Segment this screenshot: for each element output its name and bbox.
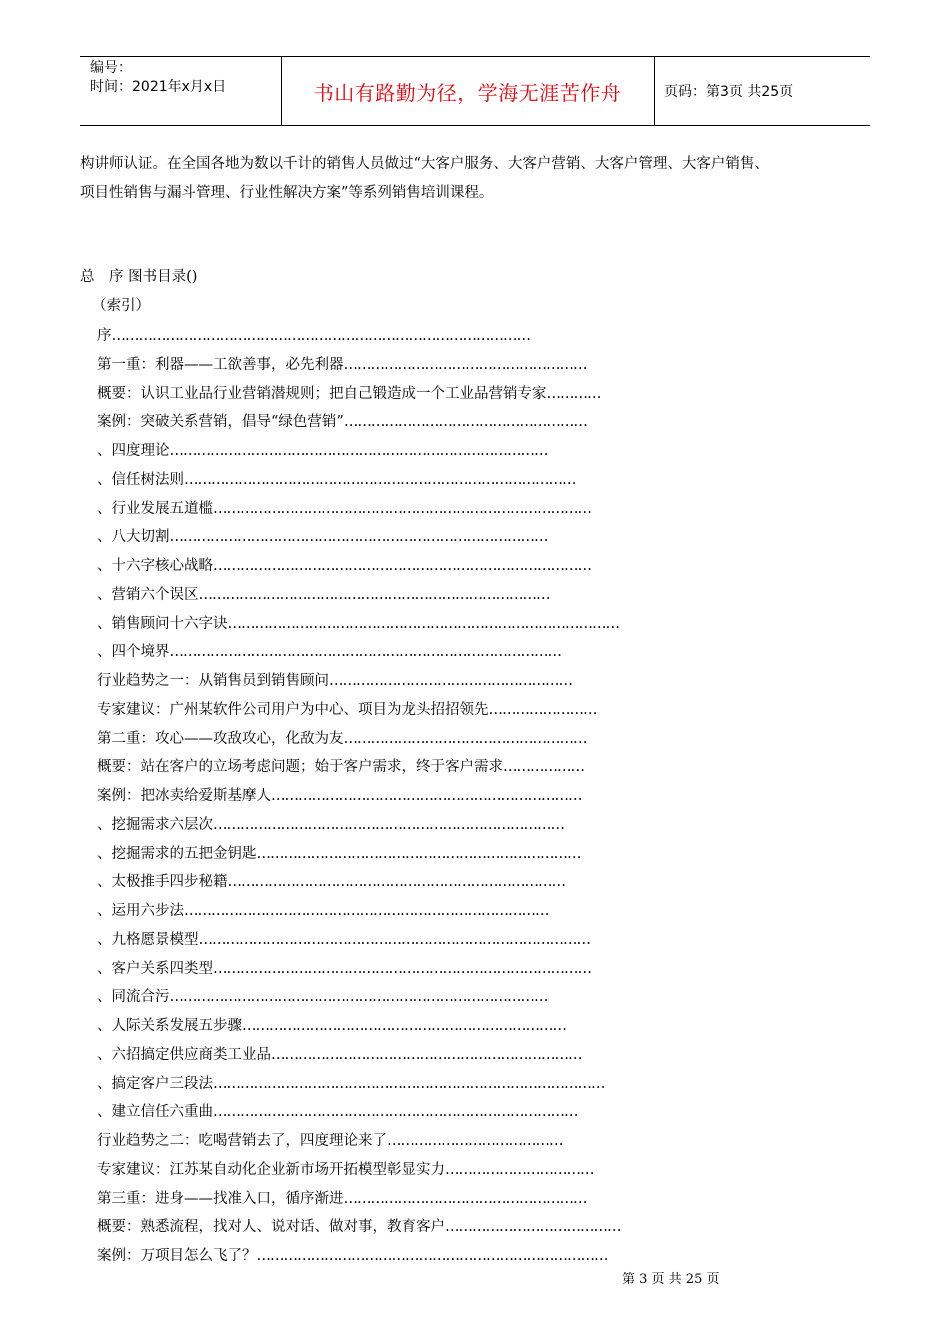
toc-entry-text: 、搞定客户三段法	[97, 1075, 213, 1092]
toc-entry	[97, 868, 621, 897]
toc-entry-leader: ……………………………………………………………………………	[227, 615, 619, 632]
toc-entry-text: 概要：熟悉流程，找对人、说对话、做对事，教育客户	[97, 1219, 445, 1236]
toc-entry-text: 、四个境界	[97, 644, 170, 661]
toc-entry	[97, 1127, 621, 1156]
toc-entry-text: 第二重：攻心——攻敌攻心，化敌为友	[97, 730, 344, 747]
toc-entry	[97, 638, 621, 667]
header-meta	[90, 59, 280, 97]
toc-entry	[97, 581, 621, 610]
intro-line: 构讲师认证。在全国各地为数以千计的销售人员做过“大客户服务、大客户营销、大客户管理、大客户销售、	[80, 156, 769, 172]
toc-entry-leader: ………………………………………………………………………	[213, 1104, 578, 1121]
toc-entry	[97, 1156, 621, 1185]
toc-entry-text: 、十六字核心战略	[97, 558, 213, 574]
page-footer: 第 3 页 共 25 页	[622, 1272, 720, 1287]
toc-subtitle: （索引）	[92, 298, 150, 314]
toc-entry-text: 案例：突破关系营销，倡导“绿色营销”	[97, 414, 344, 431]
toc-entry	[97, 1012, 621, 1041]
toc-entry-leader: ……………………………………………………………………	[213, 816, 564, 833]
header-page-info: 页码：第3页 共25页	[664, 84, 794, 100]
header-motto: 书山有路勤为径，学海无涯苦作舟	[313, 80, 622, 105]
toc-entry	[97, 696, 621, 725]
toc-entry-leader: ………………………………………………………………	[256, 845, 581, 862]
toc-entry-leader: ……………………………	[445, 1161, 594, 1178]
toc-entry	[97, 351, 621, 380]
toc-entry	[97, 408, 621, 437]
intro-paragraph	[80, 150, 880, 208]
table-of-contents	[97, 322, 621, 1271]
toc-entry-text: 第一重：利器——工欲善事，必先利器	[97, 356, 344, 373]
toc-entry-leader: …………………………………………………………………………	[169, 989, 548, 1006]
toc-title: 总 序 图书目录()	[80, 269, 198, 285]
toc-entry	[97, 495, 621, 524]
toc-entry	[97, 322, 621, 351]
toc-entry	[97, 782, 621, 811]
toc-entry-text: 行业趋势之一：从销售员到销售顾问	[97, 673, 329, 689]
toc-entry-text: 第三重：进身——找准入口，循序渐进	[97, 1190, 344, 1207]
toc-entry	[97, 840, 621, 869]
toc-entry-leader: …………………………………………………………………………	[213, 558, 591, 574]
toc-entry-text: 、六招搞定供应商类工业品	[97, 1046, 271, 1063]
toc-entry	[97, 811, 621, 840]
toc-entry-text: 、同流合污	[97, 989, 170, 1006]
toc-entry-leader: …………………………………………………………………	[227, 874, 565, 891]
toc-entry-leader: ………………	[503, 759, 584, 776]
toc-entry-text: 、销售顾问十六字诀	[97, 615, 228, 632]
toc-entry-text: 、八大切割	[97, 529, 170, 546]
toc-entry-leader: ……………………………………………………………………	[256, 1248, 608, 1264]
toc-entry-text: 、挖掘需求六层次	[97, 816, 213, 833]
toc-entry-text: 行业趋势之二：吃喝营销去了，四度理论来了	[97, 1133, 387, 1149]
toc-entry-leader: ……………………………………………………………	[271, 1046, 582, 1063]
toc-entry	[97, 667, 621, 696]
toc-entry-leader: ……………………………………………………………………………	[198, 931, 590, 948]
toc-entry-text: 概要：认识工业品行业营销潜规则；把自己锻造成一个工业品营销专家	[97, 385, 547, 402]
toc-entry-text: 、四度理论	[97, 443, 170, 459]
toc-entry	[97, 897, 621, 926]
toc-entry-text: 案例：万项目怎么飞了？	[97, 1248, 257, 1264]
toc-entry-leader: ……………………	[488, 701, 597, 718]
toc-entry-text: 概要：站在客户的立场考虑问题；始于客户需求，终于客户需求	[97, 759, 503, 776]
toc-entry	[97, 380, 621, 409]
toc-entry-text: 案例：把冰卖给爱斯基摩人	[97, 788, 271, 804]
toc-entry-text: 、信任树法则	[97, 471, 184, 488]
toc-entry	[97, 983, 621, 1012]
toc-entry-leader: ……………………………………………………………………………	[169, 644, 561, 661]
toc-entry-leader: ………………………………………………	[343, 730, 587, 747]
toc-entry-leader: …………………………………………………………………………	[169, 443, 548, 459]
toc-entry	[97, 610, 621, 639]
toc-entry-text: 、营销六个误区	[97, 586, 199, 603]
toc-entry	[97, 466, 621, 495]
toc-entry	[97, 1098, 621, 1127]
toc-entry	[97, 1242, 621, 1271]
toc-entry-leader: ……………………………………………………………………	[198, 586, 550, 603]
toc-entry	[97, 955, 621, 984]
toc-entry-text: 、太极推手四步秘籍	[97, 874, 228, 891]
toc-entry	[97, 523, 621, 552]
document-time-label: 时间：2021年x月x日	[90, 79, 227, 95]
toc-entry-text: 、行业发展五道槛	[97, 500, 213, 517]
intro-line: 项目性销售与漏斗管理、行业性解决方案”等系列销售培训课程。	[80, 185, 494, 201]
toc-entry-leader: ………………………………………………	[343, 1190, 587, 1207]
toc-entry-text: 、建立信任六重曲	[97, 1104, 213, 1121]
toc-entry	[97, 725, 621, 754]
toc-entry-leader: ………………………………………………	[343, 414, 587, 431]
toc-entry-leader: ……………………………………………………………	[271, 788, 582, 804]
toc-entry-leader: …………………………………………………………………………	[213, 960, 591, 977]
header-divider	[654, 57, 655, 125]
toc-entry-text: 、客户关系四类型	[97, 960, 213, 977]
toc-entry-text: 、人际关系发展五步骤	[97, 1018, 242, 1034]
toc-entry-text: 专家建议：江苏某自动化企业新市场开拓模型彰显实力	[97, 1161, 445, 1178]
toc-entry-leader: …………………………………………………………………………	[169, 529, 548, 546]
toc-entry	[97, 1041, 621, 1070]
toc-entry-text: 专家建议：广州某软件公司用户为中心、项目为龙头招招领先	[97, 701, 489, 718]
toc-entry	[97, 926, 621, 955]
toc-entry-leader: …………………………………………………………………………	[213, 500, 591, 517]
toc-entry-text: 、运用六步法	[97, 903, 184, 919]
toc-entry-leader: …………………………………	[387, 1133, 563, 1149]
toc-entry-leader: …………	[546, 385, 601, 402]
toc-entry-leader: ………………………………………………	[329, 673, 572, 689]
toc-entry-leader: ………………………………………………………………	[242, 1018, 566, 1034]
page-header	[80, 56, 870, 126]
toc-entry	[97, 1185, 621, 1214]
toc-entry-leader: ………………………………………………………………………	[184, 903, 549, 919]
toc-entry-leader: ……………………………………………………………………………	[213, 1075, 605, 1092]
toc-entry	[97, 437, 621, 466]
toc-entry-leader: ………………………………………………	[343, 356, 587, 373]
toc-entry-text: 序	[97, 328, 112, 344]
toc-entry-leader: …………………………………………………………………………………	[111, 328, 530, 344]
toc-entry-leader: ……………………………………………………………………………	[184, 471, 576, 488]
toc-entry	[97, 753, 621, 782]
toc-entry-leader: …………………………………	[445, 1219, 621, 1236]
toc-entry	[97, 1213, 621, 1242]
document-number-label: 编号：	[90, 60, 132, 76]
toc-entry	[97, 1070, 621, 1099]
toc-entry	[97, 552, 621, 581]
toc-entry-text: 、九格愿景模型	[97, 931, 199, 948]
toc-entry-text: 、挖掘需求的五把金钥匙	[97, 845, 257, 862]
